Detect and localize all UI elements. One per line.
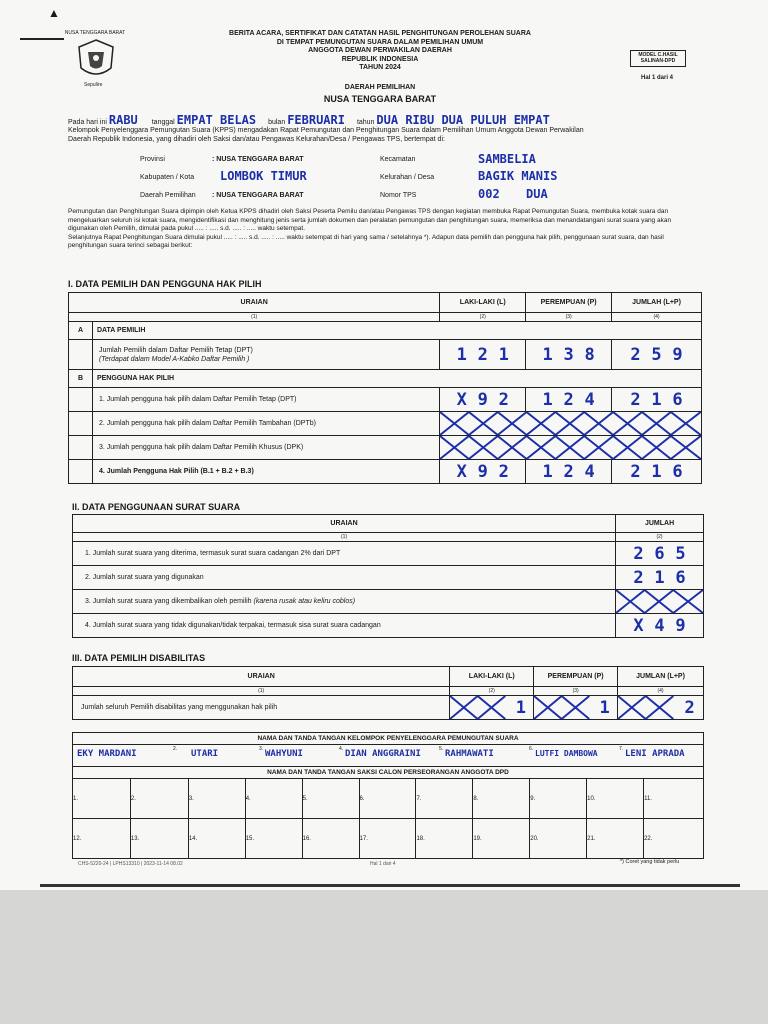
digit: 5 xyxy=(675,543,686,564)
dpt-perempuan xyxy=(526,340,612,370)
digit: X xyxy=(633,615,644,636)
logo-text: NUSA TENGGARA BARAT xyxy=(64,30,126,36)
digit: 6 xyxy=(672,461,683,482)
col-num: (1) xyxy=(69,313,440,322)
digit: X xyxy=(456,461,467,482)
provinsi-value: : NUSA TENGGARA BARAT xyxy=(212,156,304,163)
saksi-cell: 10. xyxy=(587,779,644,819)
dpt-row-note: (Terdapat dalam Model A-Kabko Daftar Pemilih ) xyxy=(98,355,250,363)
saksi-cell: 19. xyxy=(473,819,530,859)
b3-crossed-cells xyxy=(440,436,702,460)
digit: 2 xyxy=(498,461,509,482)
section-1-table xyxy=(68,292,702,484)
data-pemilih-title: DATA PEMILIH xyxy=(92,322,701,340)
saksi-cell: 15. xyxy=(245,819,302,859)
digit: 6 xyxy=(672,389,683,410)
col-num: (2) xyxy=(616,533,704,542)
kpps-name-4: DIAN ANGGRAINI xyxy=(345,749,421,759)
b4-laki xyxy=(440,460,526,484)
b2-crossed-cells xyxy=(440,412,702,436)
col-num: (2) xyxy=(440,313,526,322)
section-2-title: II. DATA PENGGUNAAN SURAT SUARA xyxy=(72,502,241,512)
digit: 2 xyxy=(630,461,641,482)
ss-row-3-text: 3. Jumlah surat suara yang dikembalikan oleh pemilih xyxy=(85,598,252,605)
digit: 8 xyxy=(584,344,595,365)
saksi-cell: 16. xyxy=(302,819,359,859)
kecamatan-value: SAMBELIA xyxy=(478,152,536,166)
region-name: NUSA TENGGARA BARAT xyxy=(323,94,437,104)
kpps-name-6: LUTFI DAMBOWA xyxy=(535,749,598,758)
procedure-paragraph xyxy=(68,208,700,251)
digit: 1 xyxy=(456,344,467,365)
ss-row-2-value xyxy=(616,566,704,590)
b4-label: 4. Jumlah Pengguna Hak Pilih (B.1 + B.2 + B.3) xyxy=(92,460,439,484)
ss-row-4-value xyxy=(616,614,704,638)
digit: 2 xyxy=(498,389,509,410)
saksi-cell: 21. xyxy=(587,819,644,859)
digit: 5 xyxy=(651,344,662,365)
digit: 1 xyxy=(498,344,509,365)
digit: 9 xyxy=(477,389,488,410)
kpps-title: NAMA DAN TANDA TANGAN KELOMPOK PENYELENGGARA PEMUNGUTAN SUARA xyxy=(73,733,704,745)
paragraph-1: Pemungutan dan Penghitungan Suara dipimpin oleh Ketua KPPS dihadiri oleh Saksi Peserta Pemilu dan/atau Pengawas TPS dengan kegiatan membuka Rapat Pemungutan Suara, membuka kotak suara dan mengeluarkan seluruh isi kotak suara, mengidentifikasi dan menghitung jenis serta jumlah dokumen dan peralatan pemungutan dan penghitungan suara, memeriksa dan menandatangani surat suara yang akan digunakan oleh Pemilih, dimulai pada pukul ..... : ..... s.d. ..... : ..... waktu setempat. xyxy=(68,208,672,232)
signature-table xyxy=(72,732,704,859)
ss-row-4-label: 4. Jumlah surat suara yang tidak digunakan/tidak terpakai, termasuk sisa surat suara cadangan xyxy=(73,614,616,638)
kpps-name-5: RAHMAWATI xyxy=(445,749,494,759)
b1-label: 1. Jumlah pengguna hak pilih dalam Daftar Pemilih Tetap (DPT) xyxy=(92,388,439,412)
intro-line xyxy=(68,113,550,127)
saksi-cell: 5. xyxy=(302,779,359,819)
ss-row-3-label xyxy=(73,590,616,614)
tanggal-label: tanggal xyxy=(151,119,175,126)
b3-label: 3. Jumlah pengguna hak pilih dalam Daftar Pemilih Khusus (DPK) xyxy=(92,436,439,460)
saksi-cell: 17. xyxy=(359,819,416,859)
saksi-cell: 2. xyxy=(130,779,188,819)
digit: 2 xyxy=(563,389,574,410)
tps-value: 002 xyxy=(478,187,500,201)
tps-label: Nomor TPS xyxy=(380,192,417,199)
dpt-row-text: Jumlah Pemilih dalam Daftar Pemilih Tetap (DPT) xyxy=(98,346,253,354)
col-num: (1) xyxy=(73,533,616,542)
disabilitas-jumlah xyxy=(618,696,704,720)
b1-laki xyxy=(440,388,526,412)
col-jumlah: JUMLAN (L+P) xyxy=(618,667,704,687)
saksi-cell: 22. xyxy=(644,819,704,859)
col-num: (1) xyxy=(73,687,450,696)
kpps-num: 4. xyxy=(339,746,344,752)
col-laki: LAKI-LAKI (L) xyxy=(440,293,526,313)
digit: 1 xyxy=(651,461,662,482)
saksi-cell: 1. xyxy=(73,779,131,819)
page-label: Hal 1 dari 4 xyxy=(641,75,674,81)
tanggal-value: EMPAT BELAS xyxy=(176,113,257,127)
ss-row-1-value xyxy=(616,542,704,566)
footer-code: CHS-5220-24 | LPHS13310 | 2023-11-14 08.02 xyxy=(78,861,183,867)
kelurahan-label: Kelurahan / Desa xyxy=(380,174,435,181)
ss-row-3-crossed xyxy=(616,590,704,614)
digit: 2 xyxy=(563,461,574,482)
digit: 2 xyxy=(477,344,488,365)
digit: 1 xyxy=(542,389,553,410)
region-label: DAERAH PEMILIHAN xyxy=(344,84,416,91)
col-perempuan: PEREMPUAN (P) xyxy=(526,293,612,313)
provinsi-label: Provinsi xyxy=(140,156,165,163)
digit: 1 xyxy=(515,698,526,718)
digit: 3 xyxy=(563,344,574,365)
disabilitas-perempuan xyxy=(534,696,618,720)
digit: 2 xyxy=(684,698,695,718)
row-b-label: B xyxy=(69,370,93,388)
document-title xyxy=(170,30,590,73)
kpps-num: 6. xyxy=(529,746,534,752)
footer-page: Hal 1 dari 4 xyxy=(370,861,396,867)
kpps-name-3: WAHYUNI xyxy=(265,749,303,759)
bulan-label: bulan xyxy=(268,119,286,126)
saksi-cell: 6. xyxy=(359,779,416,819)
paragraph-2: Selanjutnya Rapat Penghitungan Suara dimulai pukul ..... : ..... s.d. ..... : ..... waktu setempat di hari yang sama / setelahnya *). Adapun data pemilih dan pengguna hak pilih, penggunaan surat suara, dan hasil penghitungan suara terinci sebagai berikut: xyxy=(68,233,664,249)
digit: 9 xyxy=(672,344,683,365)
page-edge-line xyxy=(40,884,740,887)
location-block xyxy=(140,152,700,202)
pengguna-title: PENGGUNA HAK PILIH xyxy=(92,370,701,388)
logo-sub: Sepulire xyxy=(84,82,103,88)
section-3-table xyxy=(72,666,704,720)
dapil-label: Daerah Pemilihan xyxy=(140,192,196,199)
model-box: MODEL C.HASIL SALINAN-DPD xyxy=(630,50,686,67)
col-uraian: URAIAN xyxy=(69,293,440,313)
b1-jumlah xyxy=(612,388,702,412)
digit: 4 xyxy=(584,461,595,482)
digit: 4 xyxy=(654,615,665,636)
col-num: (3) xyxy=(534,687,618,696)
hari-value: RABU xyxy=(108,113,138,127)
tahun-label: tahun xyxy=(356,119,375,126)
saksi-cell: 8. xyxy=(473,779,530,819)
saksi-cell: 13. xyxy=(130,819,188,859)
col-num: (4) xyxy=(612,313,702,322)
saksi-title: NAMA DAN TANDA TANGAN SAKSI CALON PERSEORANGAN ANGGOTA DPD xyxy=(73,767,704,779)
footer-note: *) Coret yang tidak perlu xyxy=(620,859,680,865)
kelurahan-value: BAGIK MANIS xyxy=(478,169,558,183)
dpt-row-label xyxy=(92,340,439,370)
row-a-label: A xyxy=(69,322,93,340)
scan-line xyxy=(20,38,64,40)
col-num: (3) xyxy=(526,313,612,322)
intro-text xyxy=(68,126,708,144)
digit: 1 xyxy=(599,698,610,718)
digit: 6 xyxy=(654,543,665,564)
section-1-title: I. DATA PEMILIH DAN PENGGUNA HAK PILIH xyxy=(68,279,262,289)
saksi-cell: 4. xyxy=(245,779,302,819)
digit: 1 xyxy=(542,344,553,365)
saksi-cell: 18. xyxy=(416,819,473,859)
saksi-cell: 12. xyxy=(73,819,131,859)
col-laki: LAKI-LAKI (L) xyxy=(450,667,534,687)
digit: 1 xyxy=(651,389,662,410)
col-jumlah: JUMLAH xyxy=(616,515,704,533)
kpps-name-1: EKY MARDANI xyxy=(77,749,137,759)
pada-hari-label: Pada hari ini xyxy=(68,119,107,126)
title-line: DI TEMPAT PEMUNGUTAN SUARA DALAM PEMILIHAN UMUM xyxy=(276,38,484,46)
digit: 9 xyxy=(675,615,686,636)
kpps-num: 7. xyxy=(619,746,624,752)
saksi-cell: 20. xyxy=(530,819,587,859)
intro-line-3: Daerah Republik Indonesia, yang dihadiri oleh Saksi dan/atau Pengawas Kelurahan/Desa / Pengawas TPS, bertempat di: xyxy=(68,136,445,143)
digit: 2 xyxy=(630,344,641,365)
b2-label: 2. Jumlah pengguna hak pilih dalam Daftar Pemilih Tambahan (DPTb) xyxy=(92,412,439,436)
tps-words: DUA xyxy=(526,187,548,201)
col-num: (4) xyxy=(618,687,704,696)
col-jumlah: JUMLAH (L+P) xyxy=(612,293,702,313)
section-3-title: III. DATA PEMILIH DISABILITAS xyxy=(72,653,206,663)
saksi-cell: 11. xyxy=(644,779,704,819)
tahun-value: DUA RIBU DUA PULUH EMPAT xyxy=(376,113,550,127)
col-num: (2) xyxy=(450,687,534,696)
digit: 1 xyxy=(654,567,665,588)
digit: 2 xyxy=(633,567,644,588)
digit: 2 xyxy=(630,389,641,410)
col-perempuan: PEREMPUAN (P) xyxy=(534,667,618,687)
ss-row-2-label: 2. Jumlah surat suara yang digunakan xyxy=(73,566,616,590)
saksi-cell: 7. xyxy=(416,779,473,819)
title-line: ANGGOTA DEWAN PERWAKILAN DAERAH xyxy=(308,47,452,54)
b4-jumlah xyxy=(612,460,702,484)
digit: 2 xyxy=(633,543,644,564)
disabilitas-laki xyxy=(450,696,534,720)
kpps-num: 2. xyxy=(173,746,178,752)
title-line: TAHUN 2024 xyxy=(359,64,401,71)
digit: 9 xyxy=(477,461,488,482)
title-line: BERITA ACARA, SERTIFIKAT DAN CATATAN HASIL PENGHITUNGAN PEROLEHAN SUARA xyxy=(229,30,531,37)
kabupaten-label: Kabupaten / Kota xyxy=(140,174,195,181)
kabupaten-value: LOMBOK TIMUR xyxy=(220,169,307,183)
kpps-name-2: UTARI xyxy=(191,749,219,759)
section-2-table xyxy=(72,514,704,638)
col-uraian: URAIAN xyxy=(73,667,450,687)
digit: X xyxy=(456,389,467,410)
kpps-name-7: LENI APRADA xyxy=(625,749,685,759)
kecamatan-label: Kecamatan xyxy=(380,156,416,163)
kpps-num: 5. xyxy=(439,746,444,752)
saksi-cell: 9. xyxy=(530,779,587,819)
dpt-jumlah xyxy=(612,340,702,370)
bulan-value: FEBRUARI xyxy=(287,113,345,127)
kpps-names-row xyxy=(73,745,704,767)
ss-row-3-note: (karena rusak atau keliru coblos) xyxy=(253,598,356,605)
title-line: REPUBLIK INDONESIA xyxy=(341,55,419,63)
disabilitas-row-label: Jumlah seluruh Pemilih disabilitas yang menggunakan hak pilih xyxy=(73,696,450,720)
b4-perempuan xyxy=(526,460,612,484)
b1-perempuan xyxy=(526,388,612,412)
province-logo xyxy=(76,38,116,82)
col-uraian: URAIAN xyxy=(73,515,616,533)
digit: 1 xyxy=(542,461,553,482)
saksi-cell: 3. xyxy=(188,779,245,819)
intro-line-2: Kelompok Penyelenggara Pemungutan Suara (KPPS) mengadakan Rapat Pemungutan dan Penghitungan Suara dalam Pemilihan Umum Anggota Dewan Perwakilan xyxy=(68,127,584,134)
scan-mark-icon: ▲ xyxy=(48,6,60,20)
dpt-laki xyxy=(440,340,526,370)
dapil-value: : NUSA TENGGARA BARAT xyxy=(212,192,304,199)
digit: 4 xyxy=(584,389,595,410)
ss-row-1-label: 1. Jumlah surat suara yang diterima, termasuk surat suara cadangan 2% dari DPT xyxy=(73,542,616,566)
digit: 6 xyxy=(675,567,686,588)
kpps-num: 3. xyxy=(259,746,264,752)
saksi-cell: 14. xyxy=(188,819,245,859)
